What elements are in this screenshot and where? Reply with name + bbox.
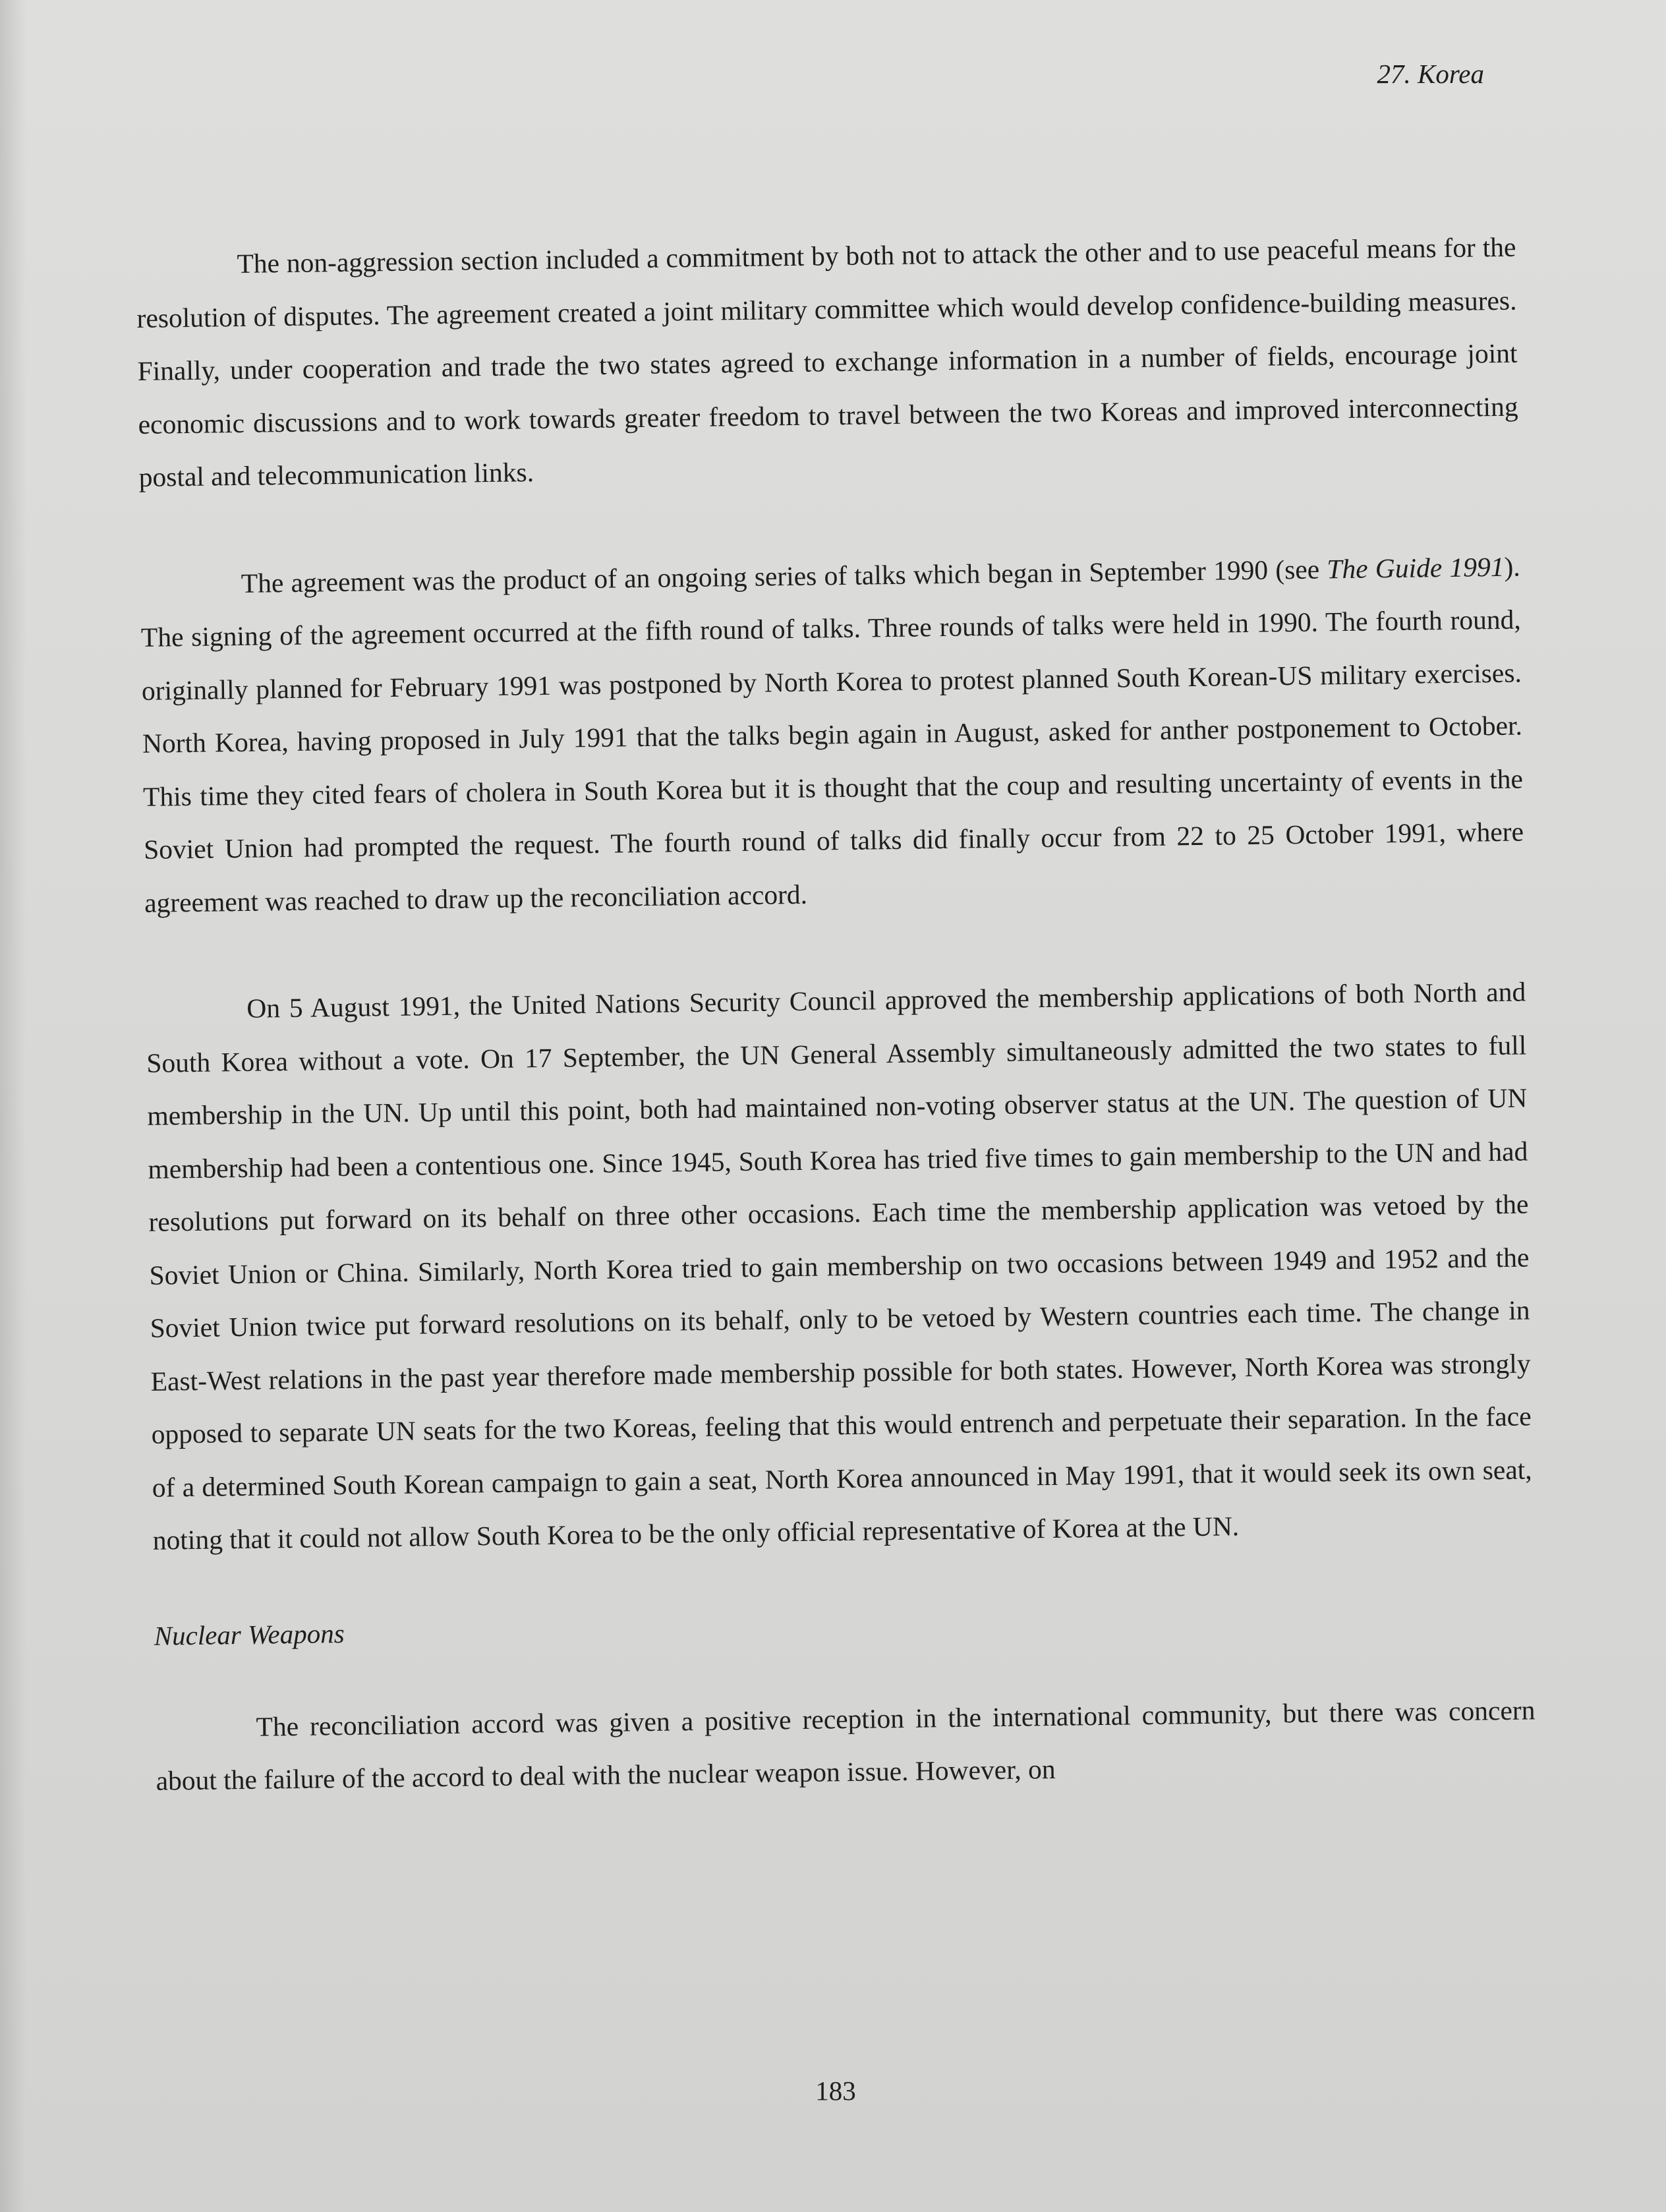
section-heading-nuclear-weapons: Nuclear Weapons	[154, 1617, 345, 1651]
paragraph-reconciliation-accord: The reconciliation accord was given a positive reception in the international community, but there was concern about the failure of the accord to deal with the nuclear weapon issue. However, on	[156, 1694, 1536, 1796]
page-number: 183	[815, 2076, 856, 2106]
guide-title-italic: The Guide 1991	[1327, 551, 1505, 584]
running-head: 27. Korea	[1377, 59, 1484, 89]
body-text	[136, 221, 1536, 1808]
paragraph-un-membership: On 5 August 1991, the United Nations Security Council approved the membership applications of both North and South Korea without a vote. On 17 September, the UN General Assembly simultaneously admitted the two states to full membership in the UN. Up until this point, both had maintained non-voting observer status at the UN. The question of UN membership had been a contentious one. Since 1945, South Korea has tried five times to gain membership to the UN and had resolutions put forward on its behalf on three other occasions. Each time the membership application was vetoed by the Soviet Union or China. Similarly, North Korea tried to gain membership on two occasions between 1949 and 1952 and the Soviet Union twice put forward resolutions on its behalf, only to be vetoed by Western countries each time. The change in East-West relations in the past year therefore made membership possible for both states. However, North Korea was strongly opposed to separate UN seats for the two Koreas, feeling that this would entrench and perpetuate their separation. In the face of a determined South Korean campaign to gain a seat, North Korea announced in May 1991, that it would seek its own seat, noting that it could not allow South Korea to be the only official representative of Korea at the UN.	[146, 976, 1532, 1556]
paragraph-talks-history	[140, 540, 1524, 929]
paragraph-talks-history-start: The agreement was the product of an ongoing series of talks which began in September 1990 (see	[241, 553, 1327, 598]
paragraph-non-aggression: The non-aggression section included a commitment by both not to attack the other and to use peaceful means for the resolution of disputes. The agreement created a joint military committee which would develop confidence-building measures. Finally, under cooperation and trade the two states agreed to exchange information in a number of fields, encourage joint economic discussions and to work towards greater freedom to travel between the two Koreas and improved interconnecting postal and telecommunication links.	[136, 231, 1518, 492]
paragraph-talks-history-rest: ). The signing of the agreement occurred at the fifth round of talks. Three rounds of talks were held in 1990. The fourth round, originally planned for February 1991 was postponed by North Korea to protest planned South Korean-US military exercises. North Korea, having proposed in July 1991 that the talks begin again in August, asked for anther postponement to October. This time they cited fears of cholera in South Korea but it is thought that the coup and resulting uncertainty of events in the Soviet Union had prompted the request. The fourth round of talks did finally occur from 22 to 25 October 1991, where agreement was reached to draw up the reconciliation accord.	[140, 551, 1524, 918]
page-edge-shadow	[0, 0, 26, 2212]
